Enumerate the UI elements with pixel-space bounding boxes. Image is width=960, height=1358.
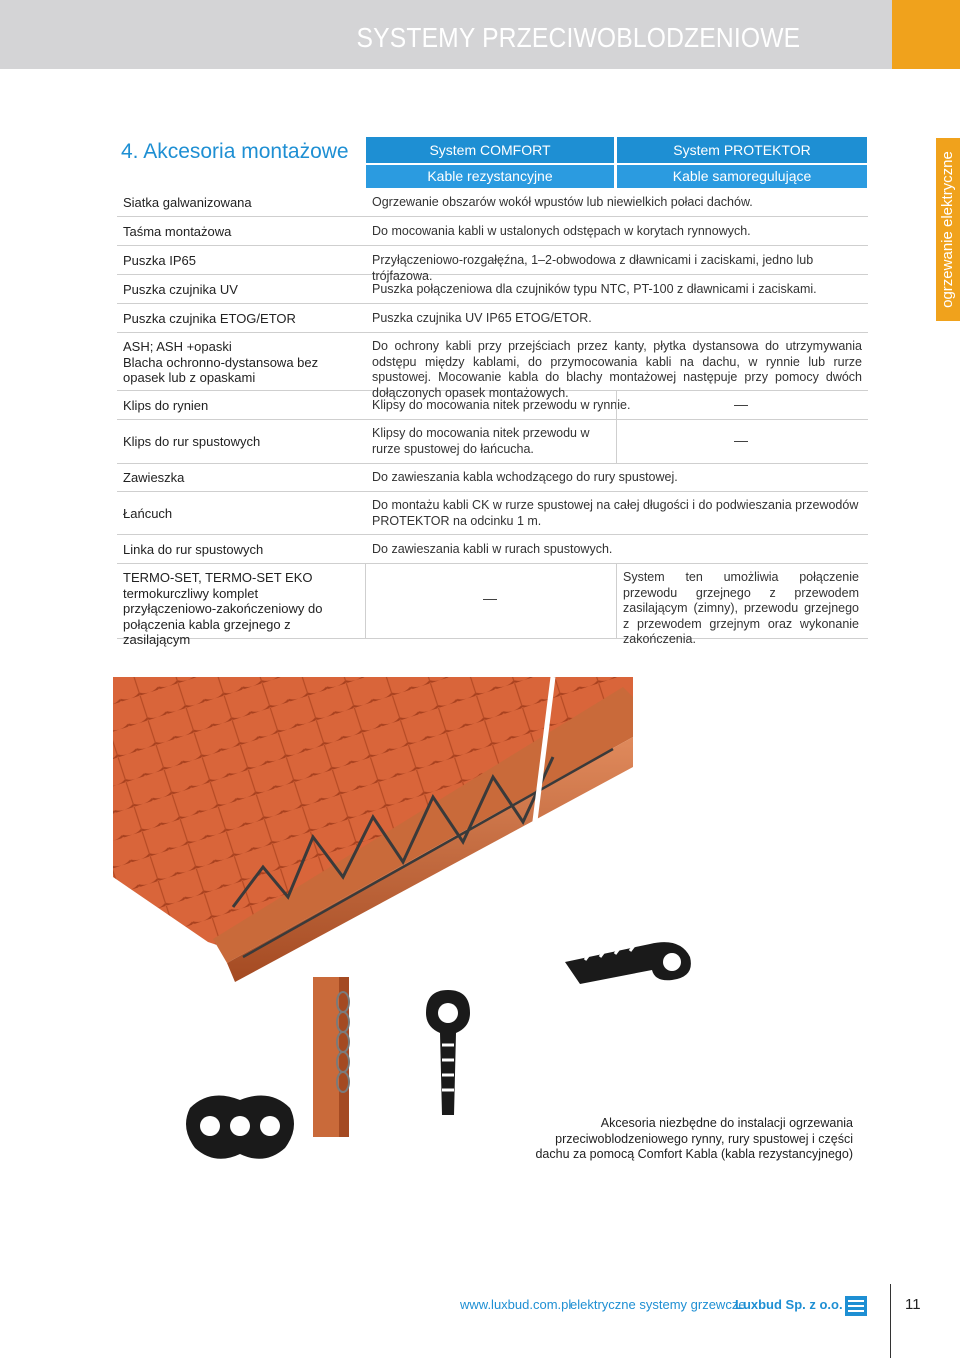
page-header-title: SYSTEMY PRZECIWOBLODZENIOWE: [356, 22, 800, 53]
footer-tagline: elektryczne systemy grzewcze: [570, 1297, 746, 1312]
table-row: [117, 420, 868, 464]
row-label: Puszka czujnika UV: [123, 282, 238, 297]
header-accent-block: [892, 0, 960, 69]
row-label: Łańcuch: [123, 506, 173, 521]
column-divider: [365, 564, 366, 638]
row-label: Puszka IP65: [123, 253, 196, 268]
footer-divider: [890, 1284, 891, 1358]
column-header-comfort: System COMFORT: [366, 137, 614, 163]
table-row: [117, 464, 868, 492]
row-label: Puszka czujnika ETOG/ETOR: [123, 311, 296, 326]
row-label: Linka do rur spustowych: [123, 542, 264, 557]
page-number: 11: [905, 1296, 921, 1313]
page-header: [0, 0, 892, 69]
row-label: Taśma montażowa: [123, 224, 232, 239]
column-divider: [616, 420, 617, 463]
not-applicable-mark: —: [734, 432, 748, 448]
row-description: Przyłączeniowo-rozgałęźna, 1–2-obwodowa z dławnicami i zaciskami, jedno lub trójfazowa.: [372, 253, 814, 283]
company-logo-icon: [845, 1296, 867, 1316]
row-description: Ogrzewanie obszarów wokół wpustów lub niewielkich połaci dachów.: [372, 195, 753, 209]
row-label: Zawieszka: [123, 470, 185, 485]
spacer-clip-icon: [180, 1088, 300, 1168]
gutter-clip-icon: [560, 932, 700, 992]
row-description: Puszka czujnika UV IP65 ETOG/ETOR.: [372, 311, 592, 325]
side-tab: [936, 138, 960, 321]
column-header-protektor: System PROTEKTOR: [617, 137, 867, 163]
column-divider: [616, 564, 617, 638]
table-row: [117, 564, 868, 647]
table-row: [117, 304, 868, 333]
row-label-subtitle: Blacha ochronno-dystansowa bez opasek lub z opaskami: [123, 354, 319, 385]
row-label: Klips do rynien: [123, 398, 209, 413]
row-description: Do zawieszania kabli w rurach spustowych.: [372, 542, 613, 556]
table-row: [117, 333, 868, 400]
column-subheader-comfort: Kable rezystancyjne: [366, 165, 614, 188]
row-label-title: ASH; ASH +opaski: [123, 339, 232, 354]
section-title: 4. Akcesoria montażowe: [121, 140, 349, 163]
row-description: Do montażu kabli CK w rurze spustowej na całej długości i do podwieszania przewodów PROTEKTOR na odcinku 1 m.: [372, 498, 859, 528]
footer-company: Luxbud Sp. z o.o.: [735, 1297, 843, 1312]
row-description: Puszka połączeniowa dla czujników typu NTC, PT-100 z dławnicami i zaciskami.: [372, 282, 817, 296]
table-row: [117, 217, 868, 246]
row-label: Siatka galwanizowana: [123, 195, 252, 210]
row-label-subtitle: termokurczliwy komplet przyłączeniowo-zakończeniowy do połączenia kabla grzejnego z zasilającym: [123, 585, 323, 647]
footer-url[interactable]: www.luxbud.com.pl: [460, 1297, 572, 1312]
table-row: [117, 188, 868, 217]
row-label: Klips do rur spustowych: [123, 434, 261, 449]
table-row: [117, 535, 868, 564]
row-description: Klipsy do mocowania nitek przewodu w rurze spustowej do łańcucha.: [372, 426, 590, 456]
row-description: Klipsy do mocowania nitek przewodu w rynnie.: [372, 398, 631, 412]
column-divider: [616, 391, 617, 419]
not-applicable-mark: —: [483, 590, 497, 606]
row-label: [123, 339, 363, 386]
not-applicable-mark: —: [734, 396, 748, 412]
row-description: Do mocowania kabli w ustalonych odstępach w korytach rynnowych.: [372, 224, 751, 238]
roof-gutter-illustration: [113, 677, 633, 1140]
row-description: Do ochrony kabli przy przejściach przez kanty, płytka dystansowa do utrzymywania odstępu między kablami, do przymocowania kabli na dachu, w rynnie lub rurze spustowej. Mocowanie kabla do blachy montażowej następuje przy pomocy dwóch dołączonych opasek montażowych.: [372, 339, 862, 400]
row-label-title: TERMO-SET, TERMO-SET EKO: [123, 570, 313, 585]
downpipe-clip-icon: [418, 985, 478, 1125]
illustration-caption: Akcesoria niezbędne do instalacji ogrzewania przeciwoblodzeniowego rynny, rury spustowej i części dachu za pomocą Comfort Kabla (kabla rezystancyjnego): [535, 1116, 853, 1161]
table-row: [117, 391, 868, 420]
side-tab-label: ogrzewanie elektryczne: [939, 151, 956, 308]
table-row: [117, 492, 868, 535]
row-label: [123, 570, 348, 648]
row-description: Do zawieszania kabla wchodzącego do rury spustowej.: [372, 470, 678, 484]
row-description-protektor: System ten umożliwia połączenie przewodu grzejnego z przewodem zasilającym (zimny), przewodu grzejnego z przewodem grzejnym oraz wykonanie zakończenia.: [623, 570, 859, 646]
table-row: [117, 275, 868, 304]
column-subheader-protektor: Kable samoregulujące: [617, 165, 867, 188]
table-row: [117, 246, 868, 283]
